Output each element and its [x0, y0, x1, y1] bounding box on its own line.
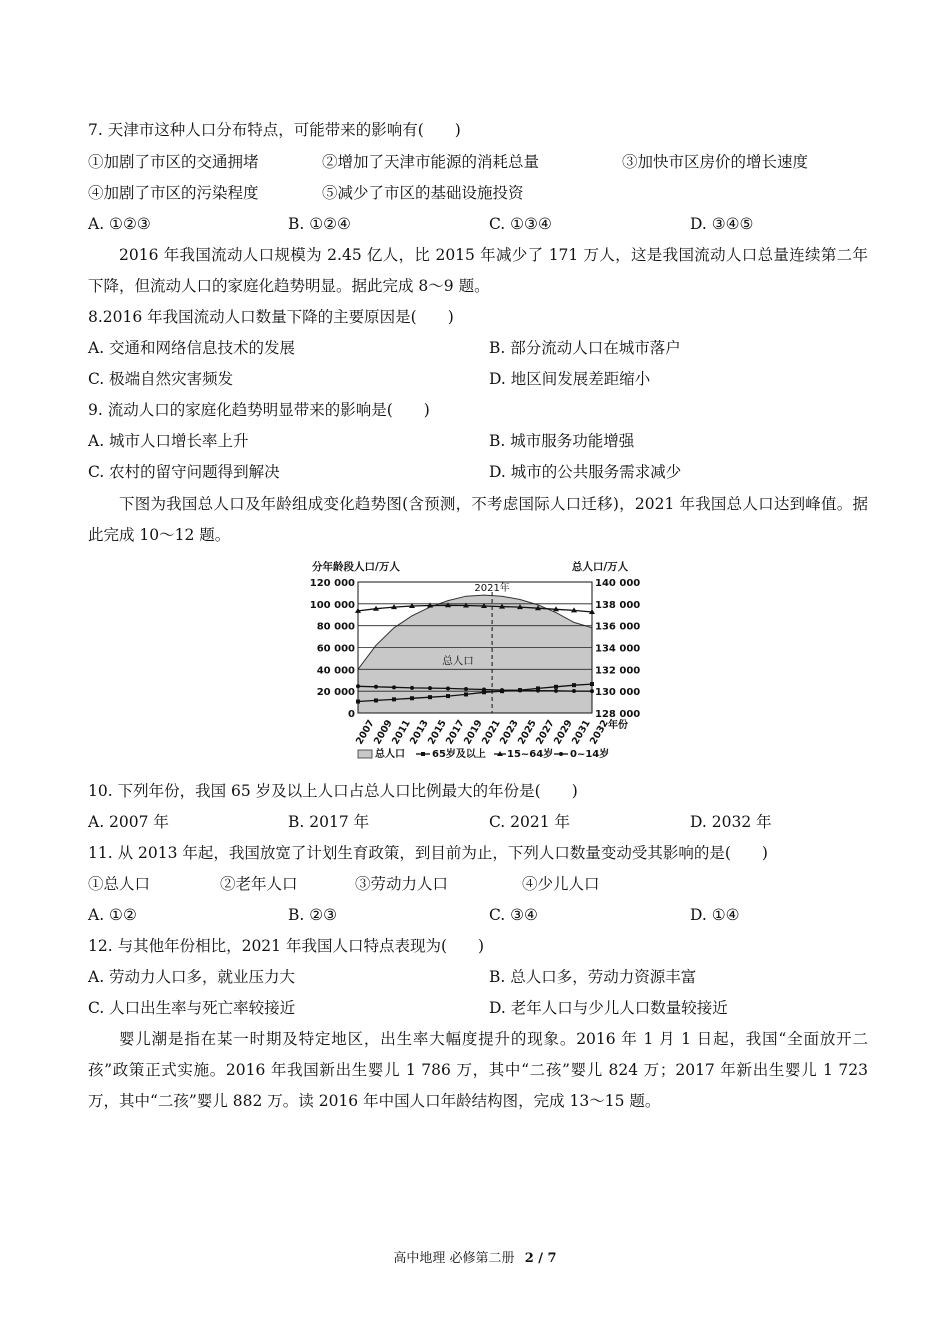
- peak-year-label: 2021年: [474, 583, 510, 594]
- q12-option-d: D. 老年人口与少儿人口数量较接近: [489, 999, 728, 1017]
- q11-item-3: ③劳动力人口: [355, 875, 449, 893]
- legend-label-65: 65岁及以上: [432, 749, 486, 760]
- series-point: [428, 686, 432, 690]
- right-tick-label: 138 000: [595, 599, 641, 611]
- q12-option-a: A. 劳动力人口多，就业压力大: [88, 968, 296, 986]
- series-point: [410, 696, 414, 700]
- series-point: [554, 685, 558, 689]
- q10-option-b: B. 2017 年: [288, 813, 370, 831]
- series-point: [518, 688, 522, 692]
- x-tick-label: 2007: [354, 718, 377, 747]
- q9-option-b: B. 城市服务功能增强: [489, 432, 635, 450]
- right-tick-label: 134 000: [595, 643, 641, 655]
- series-point: [356, 700, 360, 704]
- question-12-stem: 12. 与其他年份相比，2021 年我国人口特点表现为( ): [88, 937, 485, 955]
- x-tick-label: 2013: [408, 718, 431, 747]
- series-point: [428, 695, 432, 699]
- right-tick-label: 136 000: [595, 621, 641, 633]
- q7-option-a: A. ①②③: [88, 215, 151, 233]
- question-7-stem: 7. 天津市这种人口分布特点，可能带来的影响有( ): [88, 121, 461, 139]
- right-tick-label: 132 000: [595, 665, 641, 677]
- left-tick-label: 20 000: [316, 687, 355, 699]
- q11-option-a: A. ①②: [88, 906, 137, 924]
- x-tick-label: 2025: [516, 718, 539, 747]
- q10-option-d: D. 2032 年: [690, 813, 772, 831]
- q12-option-b: B. 总人口多，劳动力资源丰富: [489, 968, 697, 986]
- series-point: [464, 692, 468, 696]
- series-point: [554, 689, 558, 693]
- intro-13-15: 婴儿潮是指在某一时期及特定地区，出生率大幅度提升的现象。2016 年 1 月 1 日起，我国“全面放开二孩”政策正式实施。2016 年我国新出生婴儿 1 786 万，其中“二孩”婴儿 824 万；2017 年新出生婴儿 1 723 万，其中“二孩”婴儿 882 万。读 2016 年中国人口年龄结构图，完成 13～15 题。: [88, 1030, 868, 1110]
- right-tick-label: 128 000: [595, 709, 641, 720]
- series-point: [446, 694, 450, 698]
- q7-option-c: C. ①③④: [489, 215, 552, 233]
- intro-8-9: 2016 年我国流动人口规模为 2.45 亿人，比 2015 年减少了 171 万人，这是我国流动人口总量连续第二年下降，但流动人口的家庭化趋势明显。据此完成 8～9 题。: [88, 246, 868, 295]
- x-tick-label: 2015: [426, 718, 449, 747]
- x-tick-label: 2023: [498, 718, 521, 747]
- left-tick-label: 100 000: [309, 599, 355, 611]
- left-axis-title: 分年龄段人口/万人: [312, 561, 400, 573]
- q11-option-d: D. ①④: [690, 906, 740, 924]
- q7-item-3: ③加快市区房价的增长速度: [622, 153, 809, 171]
- q11-item-2: ②老年人口: [220, 875, 298, 893]
- legend-marker-65: [421, 752, 425, 756]
- q11-option-c: C. ③④: [489, 906, 538, 924]
- series-point: [590, 689, 594, 693]
- q7-item-2: ②增加了天津市能源的消耗总量: [322, 153, 540, 171]
- series-point: [446, 686, 450, 690]
- legend-label-total: 总人口: [375, 749, 405, 760]
- x-tick-label: 2032: [588, 718, 611, 747]
- left-tick-label: 60 000: [316, 643, 355, 655]
- x-tick-label: 2027: [534, 718, 557, 747]
- total-population-area: [358, 595, 592, 713]
- question-9-stem: 9. 流动人口的家庭化趋势明显带来的影响是( ): [88, 401, 430, 419]
- q11-option-b: B. ②③: [288, 906, 338, 924]
- q7-item-5: ⑤减少了市区的基础设施投资: [322, 184, 524, 202]
- left-tick-label: 0: [348, 709, 355, 720]
- left-tick-label: 80 000: [316, 621, 355, 633]
- q7-option-d: D. ③④⑤: [690, 215, 754, 233]
- legend-label-15-64: 15~64岁: [507, 749, 554, 760]
- series-point: [572, 683, 576, 687]
- q11-item-4: ④少儿人口: [522, 875, 600, 893]
- q8-option-b: B. 部分流动人口在城市落户: [489, 339, 681, 357]
- q10-option-c: C. 2021 年: [489, 813, 571, 831]
- series-point: [500, 688, 504, 692]
- page-footer: [0, 1247, 950, 1266]
- series-point: [392, 685, 396, 689]
- x-tick-label: 2017: [444, 718, 467, 747]
- series-point: [482, 688, 486, 692]
- q9-option-c: C. 农村的留守问题得到解决: [88, 463, 280, 481]
- question-8-stem: 8.2016 年我国流动人口数量下降的主要原因是( ): [88, 308, 454, 326]
- q7-item-1: ①加剧了市区的交通拥堵: [88, 153, 259, 171]
- legend-swatch-total: [358, 750, 372, 758]
- series-point: [374, 685, 378, 689]
- series-point: [410, 686, 414, 690]
- footer-page-number: 2 / 7: [524, 1251, 557, 1266]
- x-tick-label: 2021: [480, 718, 503, 747]
- q8-option-c: C. 极端自然灾害频发: [88, 370, 234, 388]
- left-tick-label: 120 000: [309, 578, 355, 589]
- series-point: [572, 689, 576, 693]
- series-point: [374, 698, 378, 702]
- series-point: [464, 687, 468, 691]
- q9-option-d: D. 城市的公共服务需求减少: [489, 463, 682, 481]
- q8-option-a: A. 交通和网络信息技术的发展: [88, 339, 296, 357]
- right-axis-title: 总人口/万人: [571, 561, 629, 573]
- legend-label-0-14: 0~14岁: [570, 749, 610, 760]
- x-tick-label: 2031: [570, 718, 593, 747]
- question-10-stem: 10. 下列年份，我国 65 岁及以上人口占总人口比例最大的年份是( ): [88, 782, 578, 800]
- legend-marker-0-14: [559, 752, 563, 756]
- population-trend-chart: [300, 556, 650, 768]
- series-point: [536, 689, 540, 693]
- q7-option-b: B. ①②④: [288, 215, 351, 233]
- question-11-stem: 11. 从 2013 年起，我国放宽了计划生育政策，到目前为止，下列人口数量变动受其影响的是( ): [88, 844, 768, 862]
- right-tick-label: 140 000: [595, 578, 641, 589]
- x-axis-title: 年份: [608, 720, 628, 731]
- q8-option-d: D. 地区间发展差距缩小: [489, 370, 651, 388]
- series-point: [356, 684, 360, 688]
- q11-item-1: ①总人口: [88, 875, 151, 893]
- left-tick-label: 40 000: [316, 665, 355, 677]
- x-tick-label: 2019: [462, 718, 485, 747]
- series-point: [590, 682, 594, 686]
- x-tick-label: 2009: [372, 718, 395, 747]
- x-tick-label: 2011: [390, 718, 413, 747]
- footer-title: 高中地理 必修第二册: [393, 1251, 515, 1266]
- q9-option-a: A. 城市人口增长率上升: [88, 432, 249, 450]
- q10-option-a: A. 2007 年: [88, 813, 169, 831]
- area-label: 总人口: [442, 655, 474, 667]
- q12-option-c: C. 人口出生率与死亡率较接近: [88, 999, 296, 1017]
- q7-item-4: ④加剧了市区的污染程度: [88, 184, 259, 202]
- series-point: [392, 697, 396, 701]
- intro-10-12: 下图为我国总人口及年龄组成变化趋势图(含预测，不考虑国际人口迁移)，2021 年我国总人口达到峰值。据此完成 10～12 题。: [88, 495, 868, 544]
- x-tick-label: 2029: [552, 718, 575, 747]
- right-tick-label: 130 000: [595, 687, 641, 699]
